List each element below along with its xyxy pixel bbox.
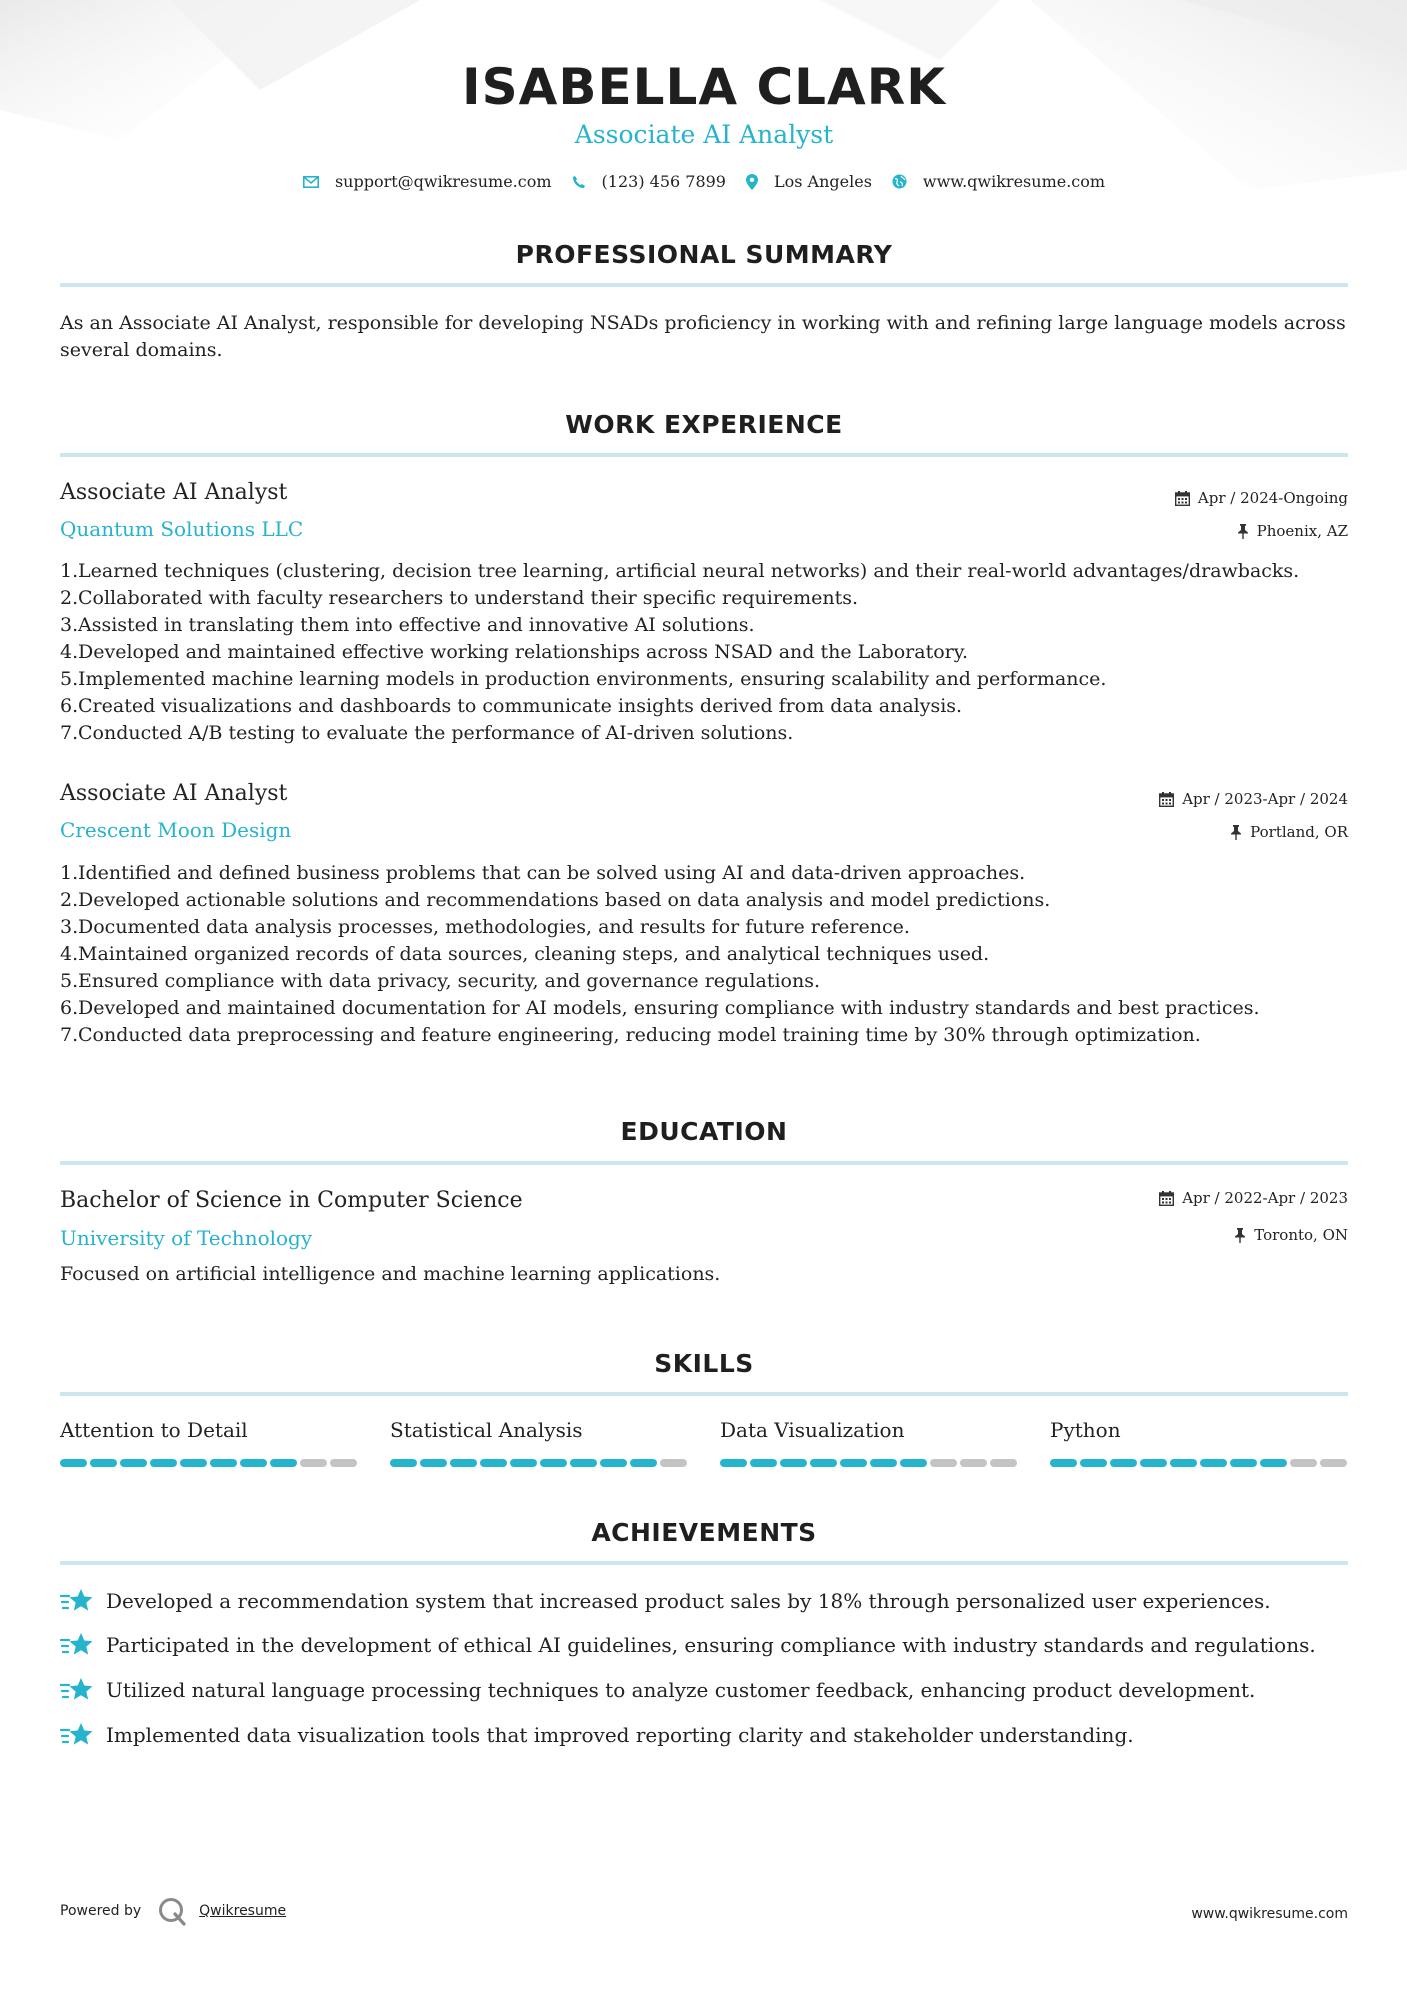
footer-website[interactable]: www.qwikresume.com [1191,1906,1348,1922]
skill-label: Data Visualization [720,1418,905,1442]
job-location [1230,823,1348,841]
skill-level-segment [270,1459,297,1467]
contact-bar [60,172,1348,191]
skill-level-segment [1320,1459,1347,1467]
skill-level-segment [480,1459,507,1467]
summary-heading: PROFESSIONAL SUMMARY [515,240,893,269]
education-heading: EDUCATION [620,1117,788,1146]
skill-level-segment [1200,1459,1227,1467]
phone-text: (123) 456 7899 [601,172,726,191]
skill-level-segment [720,1459,747,1467]
education-dates [1159,1189,1348,1207]
achievements-heading: ACHIEVEMENTS [591,1518,817,1547]
candidate-name: ISABELLA CLARK [462,58,946,116]
skill-level-bar [720,1459,1020,1467]
envelope-icon [303,176,319,188]
skill-level-segment [840,1459,867,1467]
website-text: www.qwikresume.com [922,172,1106,191]
achievement-text: Participated in the development of ethical AI guidelines, ensuring compliance with industry standards and regulations. [106,1633,1316,1657]
skill-level-segment [630,1459,657,1467]
experience-divider [60,453,1348,457]
shooting-star-icon [60,1630,94,1660]
skill-level-segment [1170,1459,1197,1467]
skill-level-segment [570,1459,597,1467]
skill-level-segment [1080,1459,1107,1467]
skill-level-segment [1290,1459,1317,1467]
skill-level-segment [1050,1459,1077,1467]
skill-label: Statistical Analysis [390,1418,583,1442]
shooting-star-icon [60,1586,94,1616]
skill-level-segment [450,1459,477,1467]
experience-heading: WORK EXPERIENCE [565,410,843,439]
skill-level-segment [420,1459,447,1467]
calendar-icon [1175,491,1190,506]
pushpin-icon [1237,524,1249,539]
skill-level-bar [1050,1459,1350,1467]
skill-label: Attention to Detail [60,1418,248,1442]
skill-level-segment [1140,1459,1167,1467]
calendar-icon [1159,792,1174,807]
powered-by-text: Powered by [60,1903,142,1919]
list-item: 3. Assisted in translating them into effective and innovative AI solutions. [60,614,755,636]
skill-level-segment [780,1459,807,1467]
job-title: Associate AI Analyst [60,480,288,505]
list-item: 4. Maintained organized records of data sources, cleaning steps, and analytical techniques used. [60,943,990,965]
skill-level-segment [870,1459,897,1467]
skill-item [720,1418,1020,1442]
phone-icon [572,175,586,189]
achievement-text: Implemented data visualization tools that improved reporting clarity and stakeholder understanding. [106,1723,1134,1747]
skill-level-segment [930,1459,957,1467]
qwikresume-logo-icon [157,1896,187,1926]
skill-item [60,1418,360,1442]
summary-divider [60,283,1348,287]
skill-level-segment [300,1459,327,1467]
achievement-item [60,1630,1348,1660]
list-item: 2. Collaborated with faculty researchers to understand their specific requirements. [60,587,859,609]
job-dates-text: Apr / 2023-Apr / 2024 [1182,790,1348,808]
school-name: University of Technology [60,1226,313,1250]
job-location-text: Phoenix, AZ [1256,522,1348,540]
skill-level-segment [960,1459,987,1467]
skill-level-segment [750,1459,777,1467]
degree-title: Bachelor of Science in Computer Science [60,1188,523,1213]
achievement-item [60,1720,1348,1750]
job-responsibilities [60,860,1348,1049]
job-location-text: Portland, OR [1250,823,1348,841]
skill-level-segment [60,1459,87,1467]
calendar-icon [1159,1191,1174,1206]
achievements-divider [60,1561,1348,1565]
skill-item [1050,1418,1350,1442]
achievement-item [60,1675,1348,1705]
skill-level-segment [810,1459,837,1467]
skill-level-segment [540,1459,567,1467]
skill-level-segment [180,1459,207,1467]
skills-heading: SKILLS [654,1349,754,1378]
skill-level-segment [600,1459,627,1467]
skill-level-segment [120,1459,147,1467]
education-dates-text: Apr / 2022-Apr / 2023 [1182,1189,1348,1207]
skill-level-segment [90,1459,117,1467]
contact-email[interactable] [303,172,552,191]
education-location-text: Toronto, ON [1254,1226,1348,1244]
shooting-star-icon [60,1675,94,1705]
qwikresume-link[interactable]: Qwikresume [199,1903,287,1919]
company-name: Crescent Moon Design [60,818,292,842]
skill-level-segment [150,1459,177,1467]
list-item: 6. Created visualizations and dashboards to communicate insights derived from data analysis. [60,695,963,717]
job-dates-text: Apr / 2024-Ongoing [1197,489,1348,507]
list-item: 7. Conducted data preprocessing and feature engineering, reducing model training time by 30% through optimization. [60,1024,1201,1046]
list-item: 4. Developed and maintained effective working relationships across NSAD and the Laboratory. [60,641,968,663]
job-responsibilities [60,558,1348,747]
location-text: Los Angeles [773,172,872,191]
achievement-text: Utilized natural language processing techniques to analyze customer feedback, enhancing product development. [106,1678,1256,1702]
job-title: Associate AI Analyst [60,781,288,806]
education-description: Focused on artificial intelligence and machine learning applications. [60,1263,721,1285]
list-item: 5. Implemented machine learning models in production environments, ensuring scalability and performance. [60,668,1107,690]
skill-level-segment [1110,1459,1137,1467]
map-pin-icon [746,174,758,190]
skill-level-segment [240,1459,267,1467]
list-item: 1. Learned techniques (clustering, decision tree learning, artificial neural networks) and their real-world advantages/drawbacks. [60,560,1300,582]
skill-level-segment [330,1459,357,1467]
skill-level-bar [60,1459,360,1467]
email-text: support@qwikresume.com [334,172,552,191]
contact-location [746,172,872,191]
achievement-text: Developed a recommendation system that increased product sales by 18% through personalized user experiences. [106,1589,1271,1613]
skill-level-segment [1230,1459,1257,1467]
list-item: 5. Ensured compliance with data privacy, security, and governance regulations. [60,970,821,992]
job-location [1237,522,1348,540]
candidate-title: Associate AI Analyst [574,120,834,149]
pushpin-icon [1234,1228,1246,1243]
summary-text: As an Associate AI Analyst, responsible for developing NSADs proficiency in working with and refining large language models across several domains. [60,312,1346,361]
globe-icon [892,174,907,189]
contact-website[interactable] [892,172,1105,191]
contact-phone[interactable] [572,172,726,191]
education-location [1234,1226,1348,1244]
footer-powered-by [60,1896,286,1926]
skill-level-segment [900,1459,927,1467]
pushpin-icon [1230,825,1242,840]
job-dates [1175,489,1348,507]
skill-level-segment [1260,1459,1287,1467]
job-dates [1159,790,1348,808]
skill-level-segment [210,1459,237,1467]
skill-level-segment [390,1459,417,1467]
list-item: 3. Documented data analysis processes, methodologies, and results for future reference. [60,916,910,938]
list-item: 1. Identified and defined business problems that can be solved using AI and data-driven approaches. [60,862,1026,884]
skills-divider [60,1392,1348,1396]
education-divider [60,1161,1348,1165]
skill-level-segment [660,1459,687,1467]
skill-item [390,1418,690,1442]
company-name: Quantum Solutions LLC [60,517,304,541]
list-item: 7. Conducted A/B testing to evaluate the performance of AI-driven solutions. [60,722,794,744]
skill-level-segment [510,1459,537,1467]
list-item: 6. Developed and maintained documentation for AI models, ensuring compliance with industry standards and best practices. [60,997,1260,1019]
skill-level-bar [390,1459,690,1467]
list-item: 2. Developed actionable solutions and recommendations based on data analysis and model predictions. [60,889,1051,911]
achievement-item [60,1586,1348,1616]
skill-level-segment [990,1459,1017,1467]
skill-label: Python [1050,1418,1121,1442]
shooting-star-icon [60,1720,94,1750]
